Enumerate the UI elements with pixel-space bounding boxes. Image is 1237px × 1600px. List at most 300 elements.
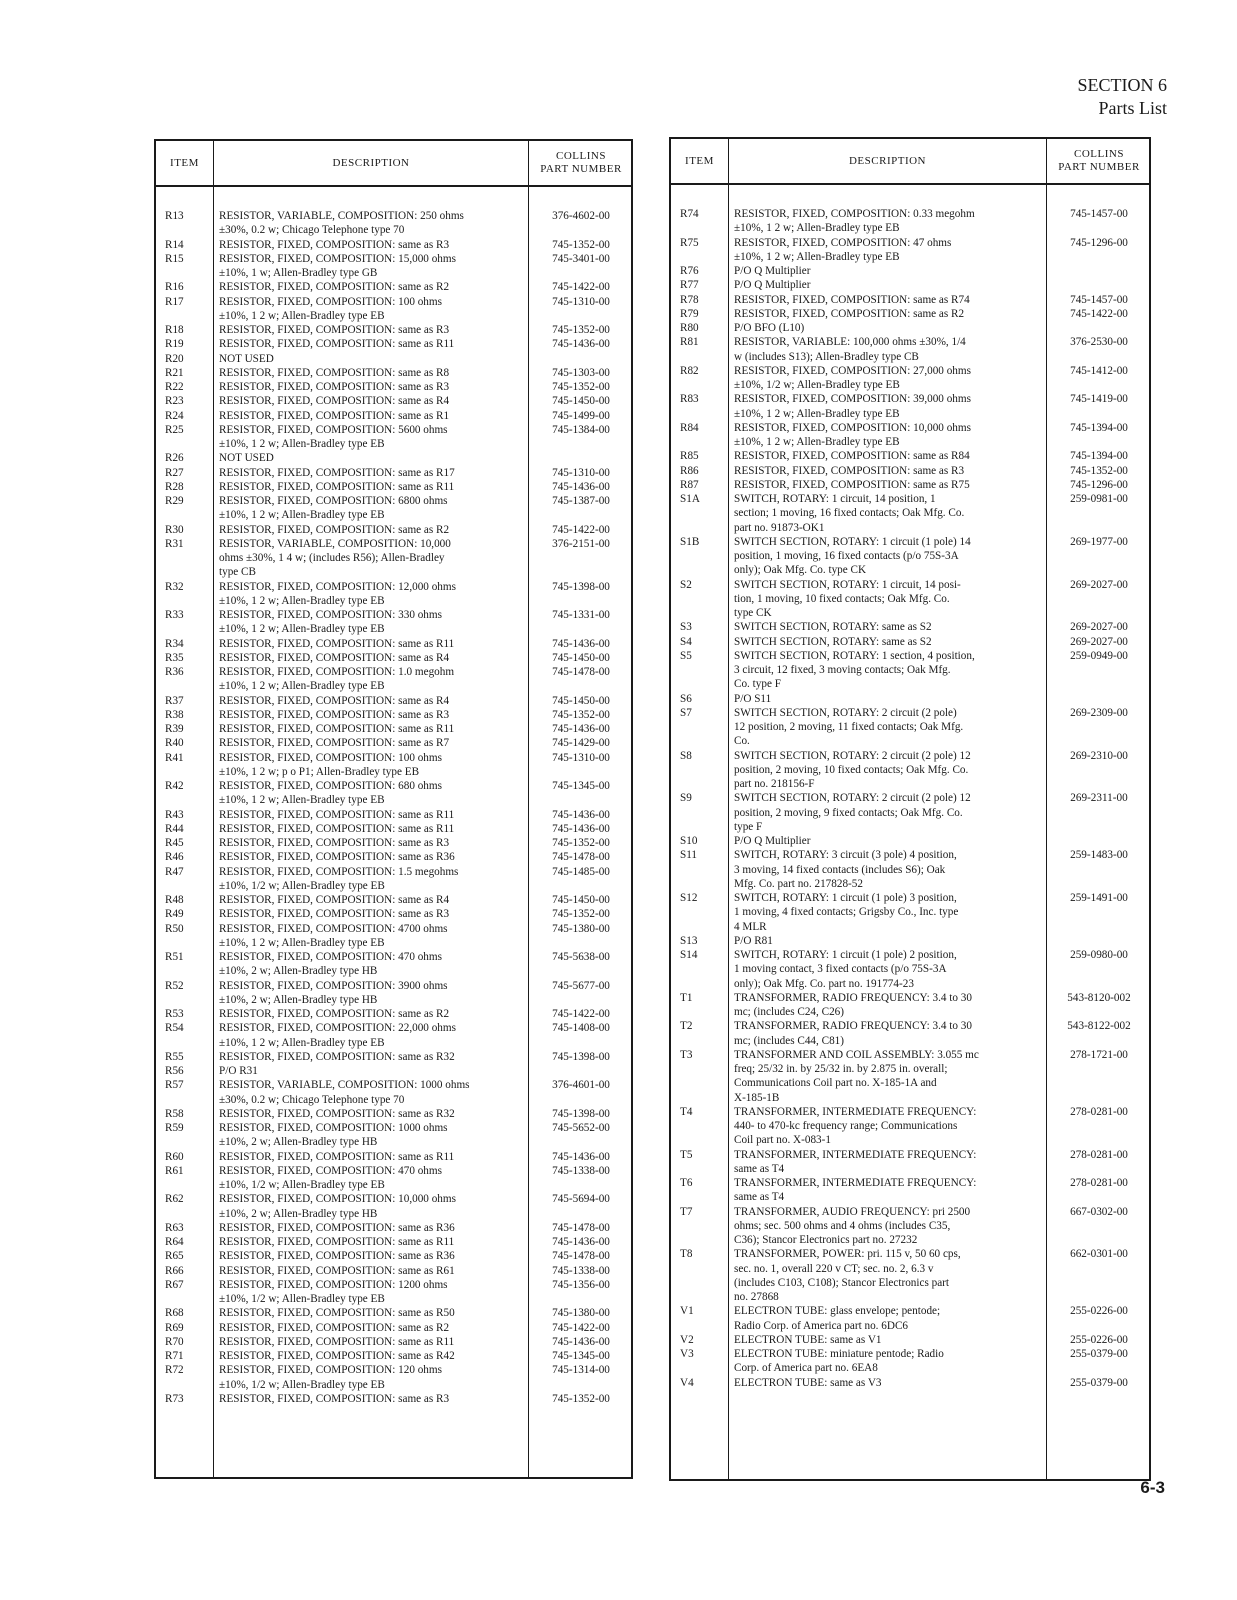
part-number-cell: 745-1450-00 (552, 694, 610, 707)
table-row (671, 1347, 1149, 1376)
table-row (156, 651, 631, 665)
table-row (156, 722, 631, 736)
part-number-cell (1047, 278, 1151, 292)
description-cell: SWITCH SECTION, ROTARY: 2 circuit (2 pole) 12 position, 2 moving, 9 fixed contacts; Oak Mfg. Co. type F (734, 792, 971, 833)
description-cell: RESISTOR, FIXED, COMPOSITION: same as R1 (219, 409, 450, 422)
item-cell: R30 (165, 523, 184, 536)
part-number-cell: 745-1394-00 (1070, 450, 1128, 463)
item-cell: R28 (165, 480, 184, 493)
table-row (671, 578, 1149, 621)
table-row (156, 637, 631, 651)
part-number-cell: 745-1457-00 (1070, 293, 1128, 306)
table-row (671, 635, 1149, 649)
table-row (156, 822, 631, 836)
table-row (156, 1306, 631, 1320)
item-cell: R36 (165, 666, 184, 678)
item-cell: R64 (165, 1236, 184, 1248)
item-cell: R75 (680, 236, 699, 249)
part-number-cell: 745-1478-00 (552, 1221, 610, 1234)
table-row (156, 1321, 631, 1335)
table-row (156, 1392, 631, 1406)
item-cell: R13 (165, 210, 184, 222)
table-row (671, 364, 1149, 393)
description-cell: RESISTOR, FIXED, COMPOSITION: 1000 ohms ±10%, 2 w; Allen-Bradley type HB (219, 1122, 448, 1149)
description-cell: RESISTOR, FIXED, COMPOSITION: same as R3 (219, 908, 450, 921)
table-row (156, 708, 631, 722)
part-number-cell: 278-0281-00 (1070, 1105, 1128, 1118)
item-cell: R77 (680, 279, 699, 292)
description-cell: ELECTRON TUBE: miniature pentode; Radio Corp. of America part no. 6EA8 (734, 1348, 944, 1375)
item-cell: R33 (165, 609, 184, 621)
description-cell: SWITCH, ROTARY: 1 circuit (1 pole) 3 position, 1 moving, 4 fixed contacts; Grigsby Co., Inc. type 4 MLR (734, 892, 959, 933)
item-cell: R16 (165, 281, 184, 294)
description-cell: SWITCH SECTION, ROTARY: same as S2 (734, 621, 932, 634)
table-row (156, 380, 631, 394)
table-row (156, 1021, 631, 1050)
description-cell: SWITCH SECTION, ROTARY: 2 circuit (2 pole) 12 position, 2 moving, 10 fixed contacts; Oak Mfg. Co. part no. 218156-F (734, 749, 971, 790)
part-number-cell: 745-1352-00 (552, 238, 610, 251)
description-cell: TRANSFORMER, INTERMEDIATE FREQUENCY: same as T4 (734, 1177, 977, 1204)
column-header-description: DESCRIPTION (848, 154, 926, 167)
item-cell: R81 (680, 336, 699, 349)
part-number-cell: 745-1352-00 (552, 381, 610, 393)
item-cell: R56 (165, 1065, 184, 1077)
part-number-cell: 745-1450-00 (552, 651, 610, 664)
part-number-cell: 259-1491-00 (1070, 892, 1128, 904)
description-cell: SWITCH SECTION, ROTARY: same as S2 (734, 635, 932, 648)
item-cell: R48 (165, 894, 184, 906)
part-number-cell: 745-1436-00 (552, 822, 610, 835)
part-number-cell: 745-1457-00 (1070, 208, 1128, 220)
table-row (156, 850, 631, 864)
description-cell: RESISTOR, VARIABLE, COMPOSITION: 1000 ohms ±30%, 0.2 w; Chicago Telephone type 70 (219, 1079, 470, 1106)
table-row (156, 1221, 631, 1235)
part-number-cell: 269-2310-00 (1070, 749, 1128, 762)
part-number-cell: 667-0302-00 (1070, 1205, 1128, 1218)
description-cell: RESISTOR, VARIABLE: 100,000 ohms ±30%, 1/4 w (includes S13); Allen-Bradley type CB (734, 336, 966, 363)
item-cell: R29 (165, 495, 184, 507)
item-cell: R58 (165, 1107, 184, 1120)
part-number-cell: 745-5677-00 (552, 979, 610, 992)
item-cell: R35 (165, 651, 184, 664)
table-row (671, 392, 1149, 421)
description-cell: P/O S11 (734, 692, 772, 705)
table-row (156, 779, 631, 808)
table-row (156, 494, 631, 523)
part-number-cell (529, 1064, 633, 1078)
description-cell: RESISTOR, FIXED, COMPOSITION: 100 ohms ±10%, 1 2 w; Allen-Bradley type EB (219, 295, 442, 322)
part-number-cell (1047, 692, 1151, 706)
description-cell: RESISTOR, FIXED, COMPOSITION: same as R3 (734, 464, 965, 477)
item-cell: T8 (680, 1248, 693, 1261)
item-cell: R15 (165, 252, 184, 265)
part-number-cell: 259-1483-00 (1070, 849, 1128, 862)
item-cell: S9 (680, 792, 692, 805)
table-row (156, 337, 631, 351)
page-number: 6-3 (1140, 1478, 1165, 1497)
table-row (156, 736, 631, 750)
part-number-cell: 745-1394-00 (1070, 421, 1128, 434)
description-cell: P/O Q Multiplier (734, 265, 811, 277)
table-row (156, 1078, 631, 1107)
table-row (156, 1007, 631, 1021)
item-cell: T6 (680, 1177, 693, 1189)
table-row (156, 922, 631, 951)
part-number-cell (529, 352, 633, 366)
item-cell: R18 (165, 324, 184, 336)
description-cell: NOT USED (219, 452, 274, 465)
column-header-item: ITEM (685, 154, 714, 167)
table-row (671, 791, 1149, 834)
item-cell: R74 (680, 208, 699, 220)
part-number-cell (1047, 264, 1151, 278)
item-cell: R17 (165, 295, 184, 308)
part-number-cell: 269-2027-00 (1070, 578, 1128, 591)
table-row (671, 1176, 1149, 1205)
table-row (671, 749, 1149, 792)
description-cell: RESISTOR, FIXED, COMPOSITION: same as R2 (734, 307, 965, 320)
table-row (156, 665, 631, 694)
description-cell: RESISTOR, FIXED, COMPOSITION: same as R7 (219, 737, 450, 750)
description-cell: RESISTOR, FIXED, COMPOSITION: 680 ohms ±10%, 1 2 w; Allen-Bradley type EB (219, 780, 442, 807)
description-cell: RESISTOR, FIXED, COMPOSITION: same as R36 (219, 851, 455, 864)
table-row (156, 423, 631, 452)
description-cell: RESISTOR, FIXED, COMPOSITION: 5600 ohms ±10%, 1 2 w; Allen-Bradley type EB (219, 423, 448, 450)
table-row (671, 278, 1149, 292)
item-cell: S11 (680, 849, 697, 862)
description-cell: RESISTOR, FIXED, COMPOSITION: same as R4 (219, 694, 450, 707)
description-cell: RESISTOR, FIXED, COMPOSITION: 12,000 ohms ±10%, 1 2 w; Allen-Bradley type EB (219, 580, 456, 607)
table-row (671, 1205, 1149, 1248)
item-cell: S6 (680, 692, 692, 705)
table-row (156, 352, 631, 366)
part-number-cell: 745-1408-00 (552, 1022, 610, 1035)
part-number-cell: 745-1419-00 (1070, 393, 1128, 406)
description-cell: RESISTOR, FIXED, COMPOSITION: 39,000 ohms ±10%, 1 2 w; Allen-Bradley type EB (734, 393, 971, 420)
part-number-cell: 745-1478-00 (552, 851, 610, 864)
table-row (156, 808, 631, 822)
item-cell: S4 (680, 635, 692, 648)
item-cell: S12 (680, 892, 698, 904)
table-row (671, 293, 1149, 307)
table-row (156, 480, 631, 494)
description-cell: RESISTOR, FIXED, COMPOSITION: 10,000 ohms ±10%, 2 w; Allen-Bradley type HB (219, 1193, 456, 1220)
item-cell: R50 (165, 922, 184, 935)
item-cell: R71 (165, 1350, 184, 1362)
table-row (156, 1064, 631, 1078)
item-cell: R44 (165, 822, 184, 835)
part-number-cell: 745-1436-00 (552, 480, 610, 493)
description-cell: RESISTOR, FIXED, COMPOSITION: 27,000 ohms ±10%, 1/2 w; Allen-Bradley type EB (734, 364, 971, 391)
parts-table-left (154, 139, 633, 1479)
table-row (671, 1333, 1149, 1347)
part-number-cell: 745-1436-00 (552, 1236, 610, 1248)
part-number-cell: 745-1422-00 (552, 281, 610, 294)
part-number-cell: 376-4601-00 (552, 1079, 610, 1092)
description-cell: RESISTOR, FIXED, COMPOSITION: 1.0 megohm ±10%, 1 2 w; Allen-Bradley type EB (219, 666, 455, 693)
description-cell: RESISTOR, FIXED, COMPOSITION: 10,000 ohms ±10%, 1 2 w; Allen-Bradley type EB (734, 421, 971, 448)
table-row (671, 991, 1149, 1020)
table-row (671, 449, 1149, 463)
part-number-cell: 376-4602-00 (552, 210, 610, 222)
item-cell: S2 (680, 578, 692, 591)
part-number-cell: 745-1303-00 (552, 366, 610, 379)
table-row (156, 1335, 631, 1349)
part-number-cell (1047, 834, 1151, 848)
column-header-part-number: COLLINS PART NUMBER (1058, 148, 1140, 173)
description-cell: RESISTOR, FIXED, COMPOSITION: 1200 ohms ±10%, 1/2 w; Allen-Bradley type EB (219, 1278, 448, 1305)
description-cell: RESISTOR, FIXED, COMPOSITION: same as R8 (219, 366, 450, 379)
item-cell: S14 (680, 949, 698, 961)
item-cell: R27 (165, 466, 184, 479)
description-cell: P/O R81 (734, 934, 773, 947)
part-number-cell: 255-0379-00 (1070, 1348, 1128, 1360)
description-cell: TRANSFORMER AND COIL ASSEMBLY: 3.055 mc freq; 25/32 in. by 25/32 in. by 2.875 in. overall; Communications Coil part no. X-185-1A and X-185-1B (734, 1048, 979, 1104)
part-number-cell: 543-8120-002 (1067, 991, 1131, 1004)
part-number-cell: 745-1310-00 (552, 466, 610, 479)
description-cell: RESISTOR, FIXED, COMPOSITION: 330 ohms ±10%, 1 2 w; Allen-Bradley type EB (219, 609, 442, 636)
table-row (671, 692, 1149, 706)
description-cell: RESISTOR, FIXED, COMPOSITION: same as R36 (219, 1221, 455, 1234)
part-number-cell: 745-1422-00 (1070, 307, 1128, 320)
description-cell: SWITCH SECTION, ROTARY: 1 circuit, 14 posi- tion, 1 moving, 10 fixed contacts; Oak Mfg. Co. type CK (734, 578, 961, 619)
part-number-cell: 745-1345-00 (552, 1350, 610, 1362)
description-cell: RESISTOR, FIXED, COMPOSITION: 0.33 megohm ±10%, 1 2 w; Allen-Bradley type EB (734, 208, 975, 235)
table-row (671, 934, 1149, 948)
description-cell: ELECTRON TUBE: same as V1 (734, 1333, 882, 1346)
description-cell: RESISTOR, FIXED, COMPOSITION: same as R75 (734, 478, 970, 491)
part-number-cell: 269-1977-00 (1070, 535, 1128, 548)
description-cell: P/O BFO (L10) (734, 322, 805, 334)
description-cell: RESISTOR, FIXED, COMPOSITION: same as R11 (219, 338, 455, 351)
part-number-cell: 745-1352-00 (1070, 464, 1128, 477)
item-cell: R41 (165, 751, 184, 764)
description-cell: RESISTOR, FIXED, COMPOSITION: same as R74 (734, 293, 970, 306)
description-cell: RESISTOR, FIXED, COMPOSITION: 120 ohms ±10%, 1/2 w; Allen-Bradley type EB (219, 1364, 442, 1391)
item-cell: R19 (165, 338, 184, 351)
part-number-cell: 278-0281-00 (1070, 1177, 1128, 1189)
table-row (156, 1164, 631, 1193)
table-row (156, 1050, 631, 1064)
description-cell: RESISTOR, FIXED, COMPOSITION: same as R2 (219, 281, 450, 294)
table-row (156, 366, 631, 380)
item-cell: R82 (680, 364, 699, 377)
description-cell: RESISTOR, FIXED, COMPOSITION: same as R4 (219, 395, 450, 408)
part-number-cell: 745-1485-00 (552, 865, 610, 878)
item-cell: R40 (165, 737, 184, 750)
description-cell: RESISTOR, FIXED, COMPOSITION: same as R4 (219, 651, 450, 664)
table-row (156, 751, 631, 780)
description-cell: RESISTOR, FIXED, COMPOSITION: 470 ohms ±10%, 2 w; Allen-Bradley type HB (219, 951, 442, 978)
table-row (671, 1048, 1149, 1105)
item-cell: T2 (680, 1020, 693, 1033)
item-cell: R31 (165, 537, 184, 550)
table-row (156, 1192, 631, 1221)
item-cell: R79 (680, 307, 699, 320)
item-cell: R23 (165, 395, 184, 408)
description-cell: SWITCH SECTION, ROTARY: 1 section, 4 position, 3 circuit, 12 fixed, 3 moving contacts; Oak Mfg. Co. type F (734, 649, 975, 691)
description-cell: TRANSFORMER, RADIO FREQUENCY: 3.4 to 30 mc; (includes C24, C26) (734, 991, 972, 1018)
table-row (671, 1148, 1149, 1177)
part-number-cell: 278-1721-00 (1070, 1048, 1128, 1061)
part-number-cell: 745-1450-00 (552, 894, 610, 906)
part-number-cell: 745-1331-00 (552, 609, 610, 621)
table-row (671, 1304, 1149, 1333)
table-row (156, 979, 631, 1008)
part-number-cell (1047, 934, 1151, 948)
item-cell: R42 (165, 780, 184, 792)
section-title: SECTION 6 (1077, 75, 1167, 95)
item-cell: R45 (165, 837, 184, 849)
part-number-cell: 745-1296-00 (1070, 236, 1128, 249)
part-number-cell: 255-0379-00 (1070, 1376, 1128, 1389)
part-number-cell: 745-1338-00 (552, 1164, 610, 1177)
table-row (156, 323, 631, 337)
item-cell: R14 (165, 238, 184, 251)
description-cell: RESISTOR, FIXED, COMPOSITION: same as R11 (219, 637, 455, 650)
item-cell: R62 (165, 1193, 184, 1206)
table-row (671, 307, 1149, 321)
column-header-item: ITEM (170, 156, 199, 169)
item-cell: R63 (165, 1221, 184, 1234)
item-cell: R65 (165, 1250, 184, 1263)
table-row (671, 492, 1149, 535)
table-row (156, 1349, 631, 1363)
table-row (671, 207, 1149, 236)
description-cell: RESISTOR, FIXED, COMPOSITION: same as R4 (219, 894, 450, 906)
description-cell: TRANSFORMER, RADIO FREQUENCY: 3.4 to 30 mc; (includes C44, C81) (734, 1020, 972, 1047)
description-cell: RESISTOR, FIXED, COMPOSITION: same as R3 (219, 324, 450, 336)
part-number-cell: 745-3401-00 (552, 252, 610, 265)
description-cell: RESISTOR, FIXED, COMPOSITION: 22,000 ohms ±10%, 1 2 w; Allen-Bradley type EB (219, 1022, 456, 1049)
part-number-cell: 745-1384-00 (552, 423, 610, 436)
item-cell: S1A (680, 493, 700, 505)
item-cell: R51 (165, 951, 184, 963)
part-number-cell: 745-5638-00 (552, 951, 610, 963)
table-row (156, 523, 631, 537)
item-cell: V4 (680, 1376, 694, 1389)
section-header (1078, 74, 1168, 120)
description-cell: P/O R31 (219, 1065, 258, 1077)
item-cell: R73 (165, 1392, 184, 1405)
part-number-cell: 745-1352-00 (552, 324, 610, 336)
table-row (156, 451, 631, 465)
part-number-cell: 745-1422-00 (552, 523, 610, 536)
description-cell: SWITCH, ROTARY: 3 circuit (3 pole) 4 position, 3 moving, 14 fixed contacts (includes S6); Oak Mfg. Co. part no. 217828-52 (734, 849, 957, 890)
part-number-cell: 745-1310-00 (552, 295, 610, 308)
item-cell: S7 (680, 706, 692, 719)
item-cell: R47 (165, 865, 184, 878)
description-cell: TRANSFORMER, INTERMEDIATE FREQUENCY: 440- to 470-kc frequency range; Communications Coil part no. X-083-1 (734, 1105, 977, 1147)
part-number-cell: 745-1436-00 (552, 1335, 610, 1348)
item-cell: R70 (165, 1335, 184, 1348)
description-cell: SWITCH, ROTARY: 1 circuit, 14 position, 1 section; 1 moving, 16 fixed contacts; Oak Mfg. Co. part no. 91873-OK1 (734, 493, 965, 534)
item-cell: S1B (680, 535, 700, 548)
table-row (156, 252, 631, 281)
part-number-cell: 745-1422-00 (552, 1008, 610, 1020)
part-number-cell: 745-1380-00 (552, 1307, 610, 1320)
description-cell: RESISTOR, FIXED, COMPOSITION: same as R42 (219, 1350, 455, 1362)
description-cell: RESISTOR, FIXED, COMPOSITION: same as R3 (219, 837, 450, 849)
table-row (156, 1363, 631, 1392)
part-number-cell (1047, 321, 1151, 335)
part-number-cell: 745-1338-00 (552, 1264, 610, 1277)
item-cell: R67 (165, 1278, 184, 1291)
table-row (156, 1278, 631, 1307)
table-row (156, 950, 631, 979)
table-row (156, 907, 631, 921)
description-cell: NOT USED (219, 352, 274, 365)
part-number-cell: 376-2151-00 (552, 537, 610, 550)
description-cell: TRANSFORMER, AUDIO FREQUENCY: pri 2500 ohms; sec. 500 ohms and 4 ohms (includes C35, C36); Stancor Electronics part no. 27232 (734, 1205, 971, 1246)
description-cell: SWITCH, ROTARY: 1 circuit (1 pole) 2 position, 1 moving contact, 3 fixed contacts (p/o 75S-3A only); Oak Mfg. Co. part no. 191774-23 (734, 949, 957, 990)
part-number-cell: 745-1352-00 (552, 837, 610, 849)
item-cell: R83 (680, 393, 699, 406)
description-cell: RESISTOR, FIXED, COMPOSITION: same as R11 (219, 822, 455, 835)
item-cell: R39 (165, 723, 184, 735)
description-cell: RESISTOR, FIXED, COMPOSITION: 47 ohms ±10%, 1 2 w; Allen-Bradley type EB (734, 236, 952, 263)
table-row (671, 335, 1149, 364)
table-row (156, 394, 631, 408)
part-number-cell: 745-1478-00 (552, 666, 610, 678)
description-cell: RESISTOR, FIXED, COMPOSITION: same as R36 (219, 1250, 455, 1263)
part-number-cell: 745-1356-00 (552, 1278, 610, 1291)
table-row (671, 620, 1149, 634)
part-number-cell: 259-0981-00 (1070, 493, 1128, 505)
table-row (156, 466, 631, 480)
item-cell: R52 (165, 979, 184, 992)
table-row (156, 1150, 631, 1164)
description-cell: RESISTOR, FIXED, COMPOSITION: same as R32 (219, 1107, 455, 1120)
part-number-cell: 745-1436-00 (552, 808, 610, 821)
table-row (156, 694, 631, 708)
part-number-cell: 745-1387-00 (552, 495, 610, 507)
part-number-cell: 255-0226-00 (1070, 1333, 1128, 1346)
description-cell: RESISTOR, FIXED, COMPOSITION: same as R61 (219, 1264, 455, 1277)
item-cell: R85 (680, 450, 699, 463)
table-row (156, 608, 631, 637)
item-cell: R80 (680, 322, 699, 334)
part-number-cell: 745-1314-00 (552, 1364, 610, 1377)
table-row (156, 836, 631, 850)
part-number-cell: 745-1422-00 (552, 1321, 610, 1334)
table-body-right (671, 207, 1149, 1390)
table-row (156, 580, 631, 609)
table-row (156, 209, 631, 238)
table-row (156, 1107, 631, 1121)
item-cell: R72 (165, 1364, 184, 1377)
item-cell: R86 (680, 464, 699, 477)
part-number-cell: 255-0226-00 (1070, 1305, 1128, 1318)
table-row (156, 295, 631, 324)
part-number-cell: 745-1352-00 (552, 1392, 610, 1405)
description-cell: ELECTRON TUBE: same as V3 (734, 1376, 882, 1389)
column-header-description: DESCRIPTION (332, 156, 410, 169)
description-cell: RESISTOR, FIXED, COMPOSITION: 4700 ohms ±10%, 1 2 w; Allen-Bradley type EB (219, 922, 448, 949)
description-cell: RESISTOR, FIXED, COMPOSITION: same as R84 (734, 450, 970, 463)
item-cell: R26 (165, 452, 184, 465)
description-cell: RESISTOR, VARIABLE, COMPOSITION: 10,000 ohms ±30%, 1 4 w; (includes R56); Allen-Bradley type CB (219, 537, 451, 579)
item-cell: S8 (680, 749, 692, 762)
item-cell: R54 (165, 1022, 184, 1035)
table-row (671, 706, 1149, 749)
description-cell: TRANSFORMER, POWER: pri. 115 v, 50 60 cps, sec. no. 1, overall 220 v CT; sec. no. 2, 6.3 v (includes C103, C108); Stancor Electronics part no. 27868 (734, 1248, 961, 1303)
description-cell: RESISTOR, FIXED, COMPOSITION: 100 ohms ±10%, 1 2 w; p o P1; Allen-Bradley type EB (219, 751, 442, 778)
table-row (671, 948, 1149, 991)
table-row (156, 238, 631, 252)
description-cell: P/O Q Multiplier (734, 835, 811, 847)
item-cell: R49 (165, 908, 184, 921)
